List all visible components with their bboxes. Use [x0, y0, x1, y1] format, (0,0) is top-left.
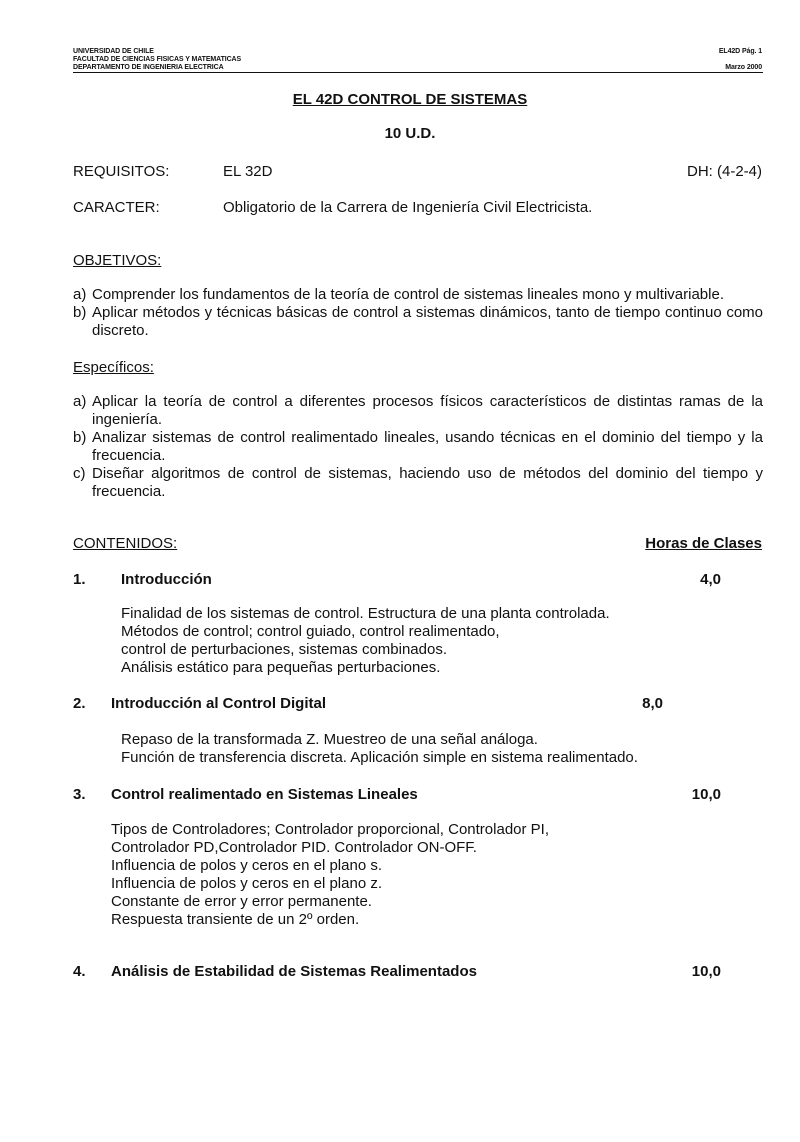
requisitos-label: REQUISITOS: — [73, 163, 170, 180]
document-date: Marzo 2000 — [725, 64, 762, 71]
list-item: Métodos de control; control guiado, control realimentado, — [121, 623, 500, 640]
objetivos-list — [73, 286, 763, 340]
section-number: 4. — [73, 963, 86, 980]
list-text: Analizar sistemas de control realimentado lineales, usando técnicas en el dominio del tiempo y la frecuencia. — [92, 429, 763, 464]
requisitos-value: EL 32D — [223, 163, 273, 180]
list-text: Aplicar la teoría de control a diferentes procesos físicos característicos de distintas ramas de la ingeniería. — [92, 393, 763, 428]
list-text: Aplicar métodos y técnicas básicas de control a sistemas dinámicos, tanto de tiempo continuo como discreto. — [92, 304, 763, 339]
list-item: Función de transferencia discreta. Aplicación simple en sistema realimentado. — [121, 749, 638, 766]
list-item: Respuesta transiente de un 2º orden. — [111, 911, 360, 928]
section-title: Introducción al Control Digital — [111, 695, 326, 712]
course-title: EL 42D CONTROL DE SISTEMAS — [292, 91, 528, 108]
section-number: 2. — [73, 695, 86, 712]
list-text: Comprender los fundamentos de la teoría de control de sistemas lineales mono y multivariable. — [92, 286, 724, 303]
department-name: DEPARTAMENTO DE INGENIERIA ELECTRICA — [73, 64, 224, 71]
contenidos-heading: CONTENIDOS: — [73, 535, 178, 552]
list-item: control de perturbaciones, sistemas combinados. — [121, 641, 448, 658]
section-topics — [121, 731, 638, 767]
list-marker: c) — [73, 465, 86, 482]
list-item: Tipos de Controladores; Controlador proporcional, Controlador PI, — [111, 821, 550, 838]
section-title: Análisis de Estabilidad de Sistemas Realimentados — [111, 963, 477, 980]
section-title: Introducción — [121, 571, 212, 588]
list-item: Repaso de la transformada Z. Muestreo de una señal análoga. — [121, 731, 538, 748]
list-item: Influencia de polos y ceros en el plano z. — [111, 875, 383, 892]
page-reference: EL42D Pág. 1 — [718, 48, 762, 55]
list-marker: a) — [73, 393, 87, 410]
course-title-wrap — [0, 91, 800, 108]
list-item — [73, 429, 763, 465]
list-marker: b) — [73, 429, 87, 446]
list-item: Influencia de polos y ceros en el plano s. — [111, 857, 383, 874]
section-hours: 8,0 — [642, 695, 663, 712]
section-title: Control realimentado en Sistemas Lineales — [111, 786, 418, 803]
objetivos-heading: OBJETIVOS: — [73, 252, 162, 269]
especificos-list — [73, 393, 763, 501]
list-marker: a) — [73, 286, 87, 303]
list-item — [73, 393, 763, 429]
list-item: Controlador PD,Controlador PID. Controlador ON-OFF. — [111, 839, 477, 856]
university-name: UNIVERSIDAD DE CHILE — [73, 48, 154, 55]
section-topics — [121, 605, 610, 677]
faculty-name: FACULTAD DE CIENCIAS FISICAS Y MATEMATICAS — [73, 56, 242, 63]
institution-header — [73, 48, 241, 72]
list-marker: b) — [73, 304, 87, 321]
course-credits: 10 U.D. — [384, 125, 436, 142]
section-number: 3. — [73, 786, 86, 803]
section-topics — [111, 821, 549, 929]
section-hours: 4,0 — [700, 571, 721, 588]
caracter-label: CARACTER: — [73, 199, 160, 216]
dh-value: DH: (4-2-4) — [686, 163, 762, 180]
list-item: Constante de error y error permanente. — [111, 893, 372, 910]
especificos-heading: Específicos: — [73, 359, 154, 376]
section-hours: 10,0 — [691, 963, 721, 980]
list-item — [73, 465, 763, 501]
list-item: Finalidad de los sistemas de control. Estructura de una planta controlada. — [121, 605, 610, 622]
section-number: 1. — [73, 571, 86, 588]
list-item: Análisis estático para pequeñas perturbaciones. — [121, 659, 441, 676]
header-divider — [73, 72, 763, 73]
list-item — [73, 304, 763, 340]
caracter-value: Obligatorio de la Carrera de Ingeniería Civil Electricista. — [223, 199, 593, 216]
section-hours: 10,0 — [691, 786, 721, 803]
list-text: Diseñar algoritmos de control de sistemas, haciendo uso de métodos del dominio del tiempo y frecuencia. — [92, 465, 763, 500]
list-item — [73, 286, 763, 304]
hours-heading: Horas de Clases — [645, 535, 762, 552]
